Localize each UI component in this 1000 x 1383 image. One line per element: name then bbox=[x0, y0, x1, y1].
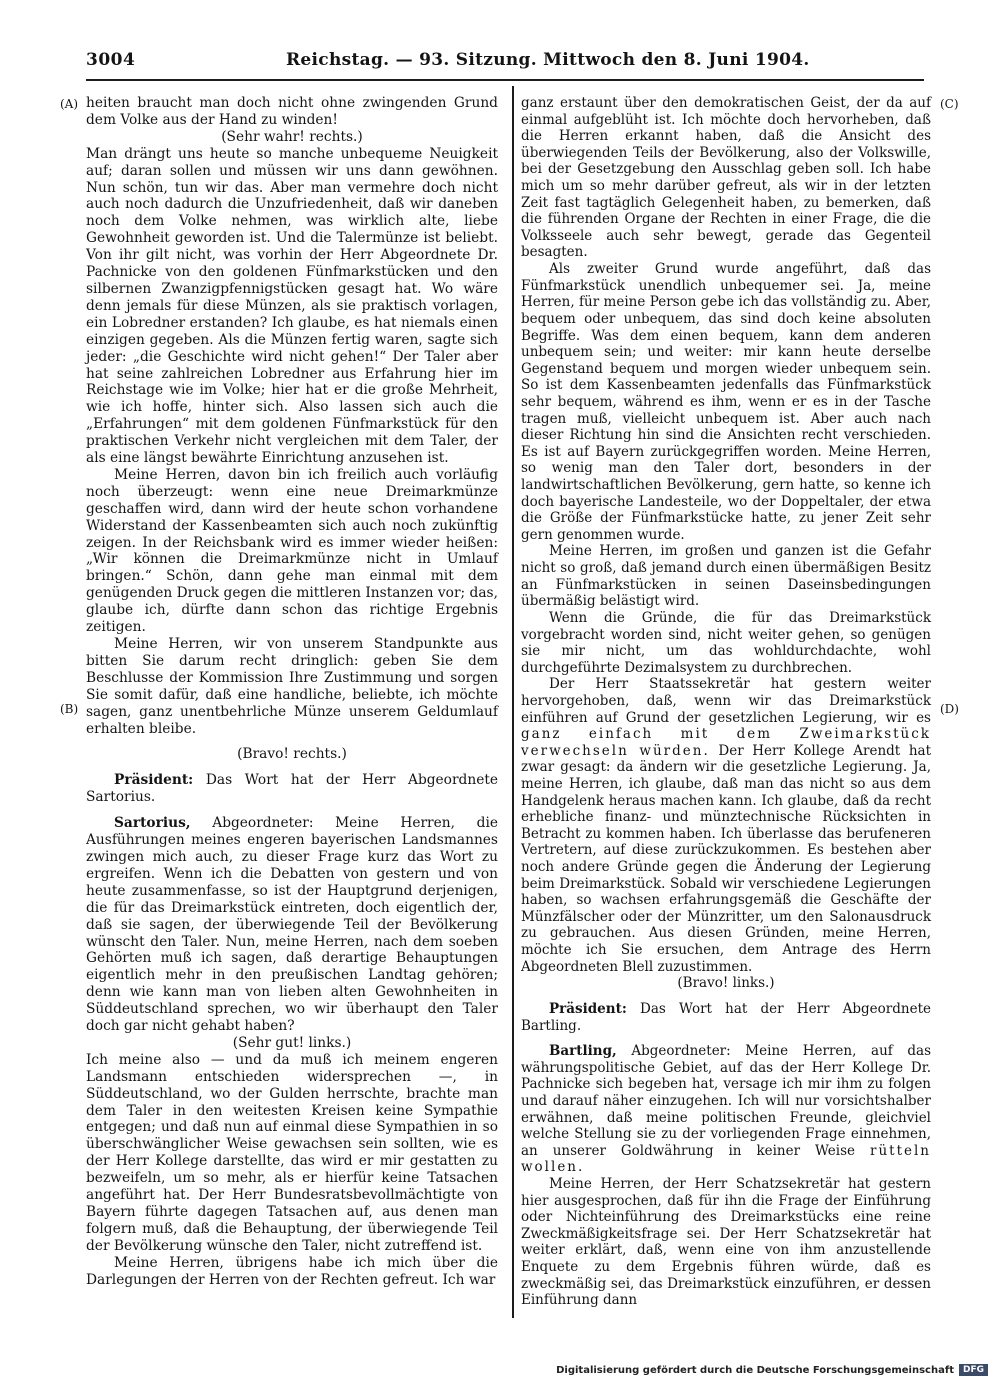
speech-text: Das Wort hat der Herr Abgeordnete Bartling. bbox=[521, 1000, 931, 1034]
spaced-emphasis: rütteln wollen. bbox=[521, 1142, 931, 1176]
paragraph: Wenn die Gründe, die für das Dreimarkstück vorgebracht worden sind, nicht weiter gehen, so genügen sie mir nicht, um das wohldurchdachte, wohl durchgeführte Dezimalsystem zu durchbrechen. bbox=[521, 609, 931, 676]
margin-marker-d: (D) bbox=[940, 702, 959, 716]
paragraph: ganz erstaunt über den demokratischen Geist, der da auf einmal aufgeblüht ist. Ich möchte doch hervorheben, daß die Herren erkannt haben, daß die Ansicht des überwiegenden Teils der Bevölkerung, also der Volkswille, bei der Gesetzgebung den Ausschlag geben soll. Ich habe mich um so mehr darüber gefreut, als wir in der letzten Zeit fast tagtäglich Gelegenheit haben, zu bemerken, daß die führenden Organe der Rechten in einer Frage, die die Volksseele auch sehr bewegt, gerade das Gegenteil besagten. bbox=[521, 95, 931, 261]
header-rule bbox=[86, 79, 924, 81]
paragraph: Man drängt uns heute so manche unbequeme Neuigkeit auf; daran sollen und müssen wir uns dann gewöhnen. Nun schön, tun wir das. Aber man vermehre doch nicht auch noch dadurch die Unzufriedenheit, daß wir daneben noch dem Volke nehmen, was wirklich alte, liebe Gewohnheit geworden ist. Und die Talermünze ist beliebt. Von ihr gilt nicht, was vorhin der Herr Abgeordnete Dr. Pachnicke von den goldenen Fünfmarkstücken und den silbernen Zwanzigpfennigstücken gesagt hat. Wo wäre denn jemals für diese Münzen, als sie praktisch vorlagen, ein Lobredner erstanden? Ich glaube, es hat niemals einen einzigen gegeben. Als die Münzen fertig waren, sagte sich jeder: „die Geschichte wird nicht gehen!“ Der Taler aber hat seine zahlreichen Lobredner aus Erfahrung hier im Reichstage wie im Volke; hier hat er die große Mehrheit, wie ich hoffe, hinter sich. Also lassen sich auch die „Erfahrungen“ mit dem goldenen Fünfmarkstück für den praktischen Verkehr nicht vergleichen mit dem Taler, der als eine längst bewährte Einrichtung anzusehen ist. bbox=[86, 145, 498, 467]
paragraph: Ich meine also — und da muß ich meinem engeren Landsmann entschieden widersprechen —, in Süddeutschland, wo der Gulden herrschte, brachte man dem Taler in den weitesten Kreisen keine Sympathie entgegen; und daß nun auf einmal diese Sympathien in so überschwänglicher Weise gewachsen sein sollten, wie es der Herr Kollege darstellte, das wird er mir gestatten zu bezweifeln, um so mehr, als er hierfür keine Tatsachen angeführt hat. Der Herr Bundesratsbevollmächtigte von Bayern führte dagegen Tatsachen auf, aus denen man folgern muß, daß die Behauptung, der überwiegende Teil der Bevölkerung wünsche den Taler, nicht zutreffend ist. bbox=[86, 1051, 498, 1254]
spaced-emphasis: ganz einfach mit dem Zweimarkstück verwechseln würden. bbox=[521, 726, 931, 759]
page-number: 3004 bbox=[86, 50, 136, 70]
page-header bbox=[86, 50, 924, 74]
paragraph: Als zweiter Grund wurde angeführt, daß das Fünfmarkstück unendlich unbequemer sei. Ja, meine Herren, für meine Person gebe ich das vollständig zu. Aber, bequem oder unbequem, das sind doch keine absoluten Begriffe. Was dem einen bequem, kann dem anderen unbequem sein; und weiter: mir kann heute derselbe Gegenstand bequem und morgen wieder unbequem sein. So ist dem Kassenbeamten jedenfalls das Fünfmarkstück sehr bequem, während es ihm, wenn er es in der Tasche tragen muß, vielleicht unbequem ist. Aber auch nach dieser Richtung hin sind die Ansichten recht verschieden. Es ist auf Bayern zurückgegriffen worden. Meine Herren, so wenig man den Taler dort, besonders in der landwirtschaftlichen Bevölkerung, gern hatte, so kenne ich doch bayerische Landesteile, wo der Doppeltaler, der etwa die Größe der Fünfmarkstücke hatte, zu jener Zeit sehr gern genommen wurde. bbox=[521, 261, 931, 543]
speech-text: Abgeordneter: Meine Herren, auf das währungspolitische Gebiet, auf das der Herr Kollege Dr. Pachnicke sich begeben hat, versage ich mir ihm zu folgen und darauf näher einzugehen. Ich will nur vorsichtshalber erwähnen, daß meine politischen Freunde, gleichviel welche Stellung sie zu der vorliegenden Frage einnehmen, an unserer Goldwährung in keiner Weise bbox=[521, 1043, 931, 1159]
dfg-logo: DFG bbox=[959, 1364, 988, 1376]
column-divider bbox=[512, 86, 514, 1318]
interjection: (Bravo! rechts.) bbox=[237, 746, 347, 763]
paragraph bbox=[521, 676, 931, 975]
text-run: Der Herr Kollege Arendt hat zwar gesagt: da ändern wir die gesetzliche Legierung. Ja, meine Herren, ich glaube, daß man das nicht so aus dem Handgelenk heraus machen kann. Ich glaube, daß da recht erhebliche finanz- und münztechnische Rücksichten in Betracht zu kommen haben. Ich überlasse das berufeneren Vertretern, auf diese zurückzukommen. Es bestehen aber noch andere Gründe gegen die Änderung der Legierung beim Dreimarkstück. Sobald wir verschiedene Legierungen haben, so wachsen erfahrungsgemäß die Geschäfte der Münzfälscher oder der Münzritter, um den Salonausdruck zu gebrauchen. Aus diesen Gründen, meine Herren, möchte ich Sie ersuchen, dem Antrage des Herrn Abgeordneten Blell zuzustimmen. bbox=[521, 742, 932, 975]
speaker-paragraph bbox=[86, 772, 498, 806]
left-column bbox=[86, 95, 498, 1289]
margin-marker-a: (A) bbox=[60, 97, 79, 111]
header-title: Reichstag. — 93. Sitzung. Mittwoch den 8. Juni 1904. bbox=[286, 50, 810, 70]
paragraph: Meine Herren, wir von unserem Standpunkte aus bitten Sie darum recht dringlich: geben Sie dem Beschlusse der Kommission Ihre Zustimmung und sorgen Sie somit dafür, daß eine handliche, beliebte, ich möchte sagen, ganz unentbehrliche Münze unserem Geldumlauf erhalten bleibe. bbox=[86, 636, 498, 737]
paragraph: Meine Herren, davon bin ich freilich auch vorläufig noch überzeugt: wenn eine neue Dreimarkmünze geschaffen wird, dann wird der heute schon vorhandene Widerstand der Kassenbeamten sich auch noch zukünftig zeigen. In der Reichsbank wird es immer wieder heißen: „Wir können die Dreimarkmünze nicht in Umlauf bringen.“ Schön, dann gehe man einmal mit dem genügenden Druck gegen die mittleren Instanzen vor; das, glaube ich, dürfte dann schon das richtige Ergebnis zeitigen. bbox=[86, 466, 498, 636]
speaker-name: Bartling, bbox=[549, 1043, 617, 1060]
speech-text: Das Wort hat der Herr Abgeordnete Sartorius. bbox=[86, 772, 498, 806]
interjection: (Bravo! links.) bbox=[677, 975, 775, 992]
speaker-name: Präsident: bbox=[549, 1000, 627, 1017]
speaker-name: Präsident: bbox=[114, 772, 194, 789]
paragraph: Meine Herren, der Herr Schatzsekretär hat gestern hier ausgesprochen, daß für ihn die Frage der Einführung oder Nichteinführung des Dreimarkstücks eine reine Zweckmäßigkeitsfrage sei. Der Herr Schatzsekretär hat weiter erklärt, daß, wenn eine von ihm anzustellende Enquete zu dem Ergebnis führen würde, daß es zweckmäßig sei, das Dreimarkstück einzuführen, er dessen Einführung dann bbox=[521, 1176, 931, 1309]
paragraph: Meine Herren, übrigens habe ich mich über die Darlegungen der Herren von der Rechten gefreut. Ich war bbox=[86, 1254, 498, 1288]
text-run: Der Herr Staatssekretär hat gestern weiter hervorgehoben, daß, wenn wir das Dreimarkstück einführen auf Grund der gesetzlichen Legierung, wir es bbox=[521, 676, 931, 726]
speaker-paragraph bbox=[521, 1043, 931, 1176]
paragraph: heiten braucht man doch nicht ohne zwingenden Grund dem Volke aus der Hand zu winden! bbox=[86, 95, 498, 128]
speech-text: Abgeordneter: Meine Herren, die Ausführungen meines engeren bayerischen Landsmannes zwingen mich auch, zu dieser Frage kurz das Wort zu ergreifen. Wenn ich die Debatten von gestern und von heute zusammenfasse, so ist der Hauptgrund derjenigen, die für das Dreimarkstück eintreten, doch eigentlich der, daß sie sagen, der überwiegende Teil der Bevölkerung wünscht den Taler. Nun, meine Herren, nach dem soeben Gehörten muß ich sagen, daß derartige Behauptungen eigentlich mehr in den preußischen Landtag gehören; denn wie kann man von lieben alten Gewohnheiten in Süddeutschland sprechen, wo wir überhaupt den Taler doch gar nicht gehabt haben? bbox=[86, 815, 498, 1035]
margin-marker-c: (C) bbox=[940, 97, 959, 111]
interjection: (Sehr wahr! rechts.) bbox=[221, 128, 363, 145]
margin-marker-b: (B) bbox=[60, 702, 79, 716]
speaker-name: Sartorius, bbox=[114, 815, 191, 832]
speaker-paragraph bbox=[521, 1001, 931, 1034]
paragraph: Meine Herren, im großen und ganzen ist die Gefahr nicht so groß, daß jemand durch einen übermäßigen Besitz an Fünfmarkstücken in seinen Daseinsbedingungen übermäßig belästigt wird. bbox=[521, 543, 931, 610]
footer-credit bbox=[556, 1364, 988, 1376]
interjection: (Sehr gut! links.) bbox=[232, 1034, 352, 1051]
footer-credit-text: Digitalisierung gefördert durch die Deutsche Forschungsgemeinschaft bbox=[556, 1364, 954, 1376]
right-column bbox=[521, 95, 931, 1309]
speaker-paragraph bbox=[86, 815, 498, 1035]
